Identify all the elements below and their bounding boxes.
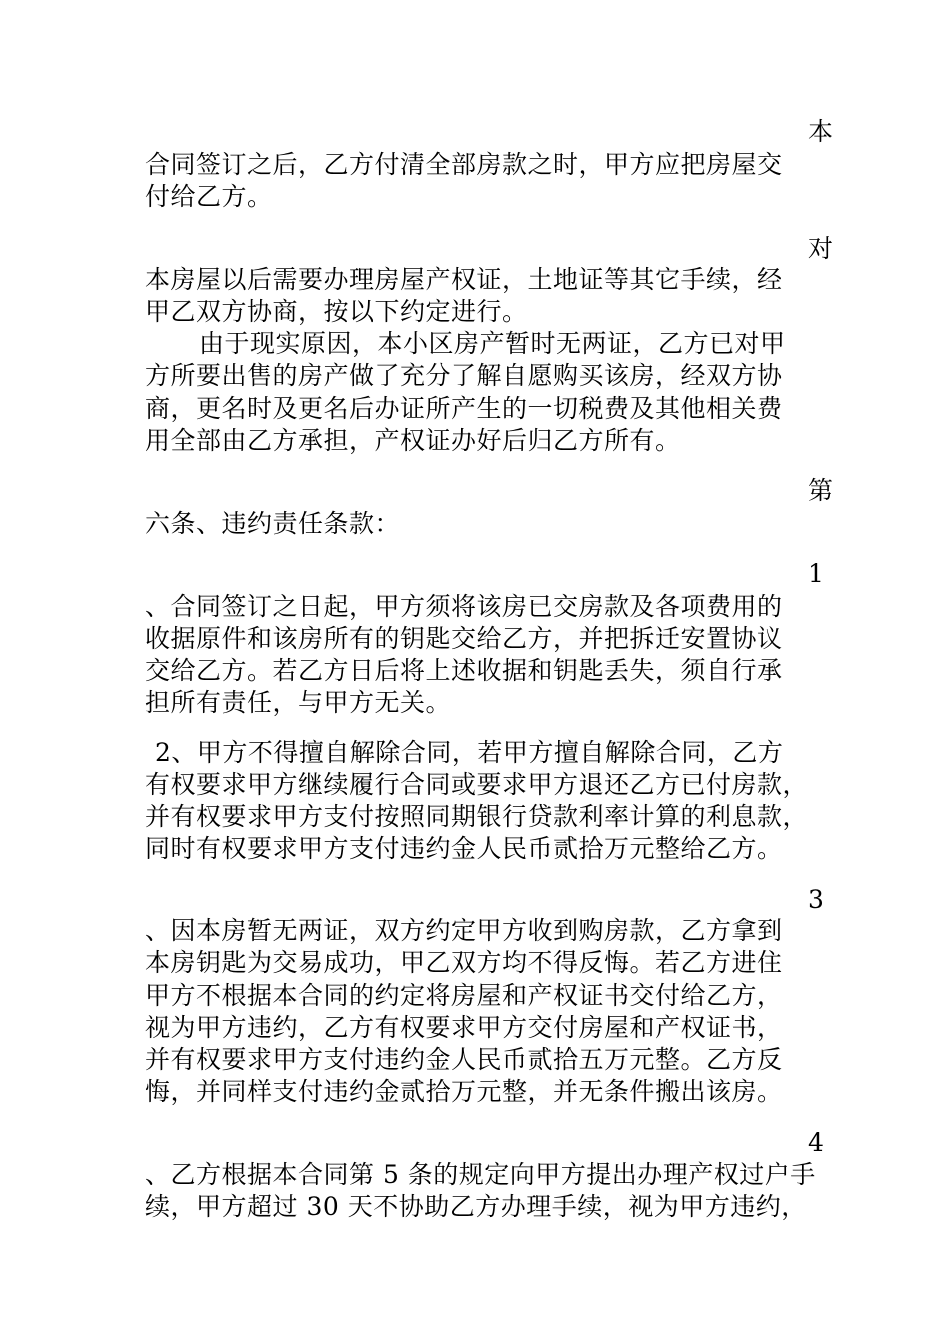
- margin-char-di: 第: [808, 476, 834, 505]
- text-line: 担所有责任，与甲方无关。: [145, 688, 452, 717]
- text-line: 、合同签订之日起，甲方须将该房已交房款及各项费用的: [145, 592, 783, 621]
- margin-number-4: 4: [808, 1128, 824, 1157]
- text-line: 有权要求甲方继续履行合同或要求甲方退还乙方已付房款，: [145, 770, 809, 799]
- margin-char-ben: 本: [808, 117, 834, 146]
- margin-number-3: 3: [808, 885, 824, 914]
- text-line: 2、甲方不得擅自解除合同，若甲方擅自解除合同，乙方: [155, 738, 784, 767]
- text-line: 本房钥匙为交易成功，甲乙双方均不得反悔。若乙方进住: [145, 948, 783, 977]
- text-line: 甲方不根据本合同的约定将房屋和产权证书交付给乙方，: [145, 981, 783, 1010]
- text-line: 付给乙方。: [145, 182, 273, 211]
- text-line: 六条、违约责任条款：: [145, 509, 401, 538]
- text-line: 交给乙方。若乙方日后将上述收据和钥匙丢失，须自行承: [145, 656, 783, 685]
- text-line: 收据原件和该房所有的钥匙交给乙方，并把拆迁安置协议: [145, 624, 783, 653]
- margin-number-1: 1: [808, 559, 824, 588]
- text-line: 商，更名时及更名后办证所产生的一切税费及其他相关费: [145, 394, 783, 423]
- text-line: 视为甲方违约，乙方有权要求甲方交付房屋和产权证书，: [145, 1013, 783, 1042]
- text-line: 并有权要求甲方支付按照同期银行贷款利率计算的利息款，: [145, 802, 809, 831]
- text-line: 甲乙双方协商，按以下约定进行。: [145, 297, 528, 326]
- text-line: 用全部由乙方承担，产权证办好后归乙方所有。: [145, 426, 681, 455]
- text-line: 由于现实原因，本小区房产暂时无两证，乙方已对甲: [199, 329, 786, 358]
- text-line: 方所要出售的房产做了充分了解自愿购买该房，经双方协: [145, 361, 783, 390]
- text-line: 同时有权要求甲方支付违约金人民币贰拾万元整给乙方。: [145, 834, 783, 863]
- text-line: 悔，并同样支付违约金贰拾万元整，并无条件搬出该房。: [145, 1077, 783, 1106]
- text-line: 、因本房暂无两证，双方约定甲方收到购房款，乙方拿到: [145, 916, 783, 945]
- text-line: 合同签订之后，乙方付清全部房款之时，甲方应把房屋交: [145, 150, 783, 179]
- text-line: 并有权要求甲方支付违约金人民币贰拾五万元整。乙方反: [145, 1045, 783, 1074]
- text-line: 本房屋以后需要办理房屋产权证，土地证等其它手续，经: [145, 265, 783, 294]
- margin-char-dui: 对: [808, 234, 834, 263]
- text-line: 、乙方根据本合同第 5 条的规定向甲方提出办理产权过户手: [145, 1160, 816, 1189]
- text-line: 续，甲方超过 30 天不协助乙方办理手续，视为甲方违约，: [145, 1192, 807, 1221]
